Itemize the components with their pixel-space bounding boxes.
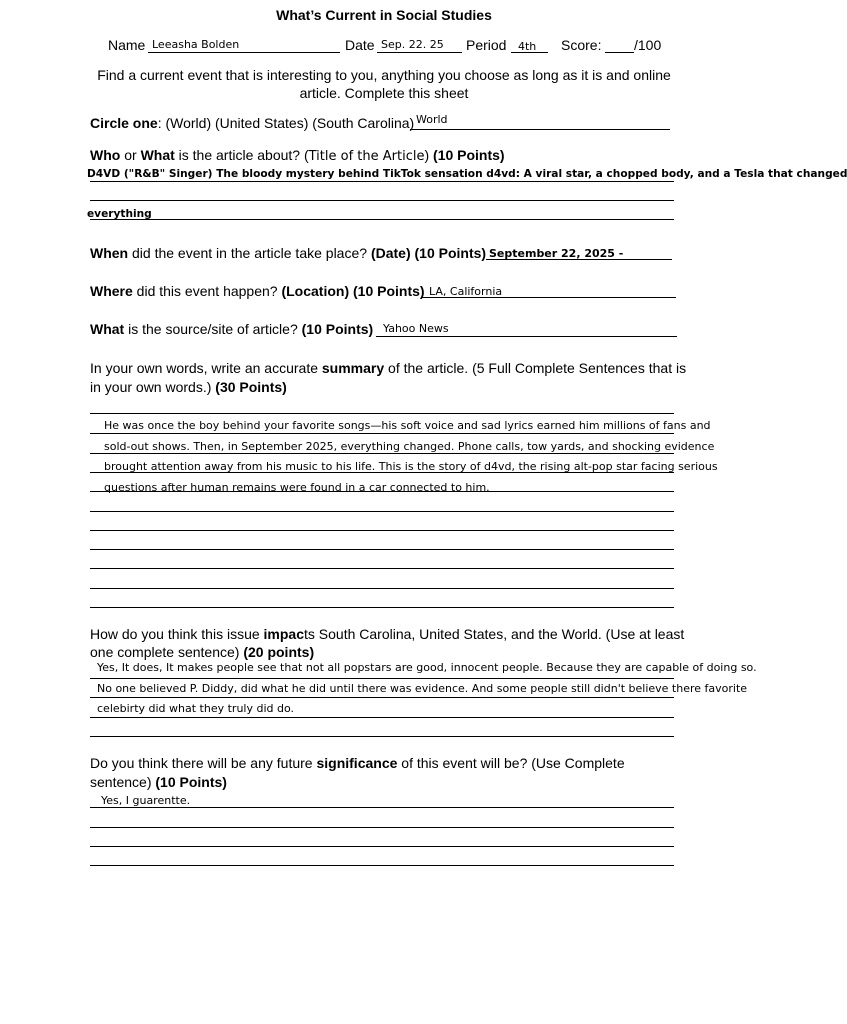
who-what-line-3 xyxy=(90,219,674,220)
date-field[interactable]: Sep. 22. 25 xyxy=(381,38,444,51)
who-what-question: Who or What is the article about? (Title of the Article) (10 Points) xyxy=(90,147,505,164)
name-underline xyxy=(148,52,340,53)
period-field[interactable]: 4th xyxy=(518,40,537,53)
impact-line xyxy=(90,678,674,679)
who-what-line-1 xyxy=(90,181,674,182)
source-question: What is the source/site of article? (10 Points) xyxy=(90,321,374,337)
circle-one-answer[interactable]: World xyxy=(416,113,448,126)
summary-answer-1[interactable]: He was once the boy behind your favorite songs—his soft voice and sad lyrics earned him millions of fans and xyxy=(104,419,711,432)
who-what-answer-2[interactable]: everything xyxy=(87,208,152,220)
score-underline xyxy=(605,52,634,53)
period-underline xyxy=(511,52,548,53)
summary-line xyxy=(90,568,674,569)
name-field[interactable]: Leeasha Bolden xyxy=(152,38,240,51)
summary-line xyxy=(90,588,674,589)
source-underline xyxy=(376,336,677,337)
intro-line-1: Find a current event that is interesting to you, anything you choose as long as it is and online xyxy=(97,67,671,83)
score-suffix: /100 xyxy=(634,37,662,53)
impact-answer-2[interactable]: No one believed P. Diddy, did what he did until there was evidence. And some people still didn't believe there favorite xyxy=(97,682,748,695)
significance-line xyxy=(90,865,674,866)
impact-question-1: How do you think this issue impacts South Carolina, United States, and the World. (Use at least xyxy=(90,626,685,642)
impact-line xyxy=(90,697,674,698)
summary-line xyxy=(90,453,674,454)
summary-line xyxy=(90,607,674,608)
significance-question-2: sentence) (10 Points) xyxy=(90,774,227,790)
where-question: Where did this event happen? (Location) (10 Points) xyxy=(90,283,425,299)
summary-answer-2[interactable]: sold-out shows. Then, in September 2025, everything changed. Phone calls, tow yards, and shocking evidence xyxy=(104,440,715,453)
intro-line-2: article. Complete this sheet xyxy=(299,85,469,101)
summary-answer-4[interactable]: questions after human remains were found in a car connected to him. xyxy=(104,481,490,494)
significance-line xyxy=(90,807,674,808)
score-label: Score: xyxy=(561,37,602,53)
summary-line xyxy=(90,413,674,414)
significance-answer[interactable]: Yes, I guarentte. xyxy=(101,794,191,807)
impact-question-2: one complete sentence) (20 points) xyxy=(90,644,315,660)
impact-answer-3[interactable]: celebirty did what they truly did do. xyxy=(97,702,295,715)
summary-question-1: In your own words, write an accurate summary of the article. (5 Full Complete Sentences that is xyxy=(90,360,687,376)
where-answer[interactable]: LA, California xyxy=(429,285,503,298)
summary-line xyxy=(90,472,674,473)
significance-question-1: Do you think there will be any future significance of this event will be? (Use Complete xyxy=(90,755,625,771)
when-answer[interactable]: September 22, 2025 - xyxy=(489,247,624,260)
name-label: Name xyxy=(108,37,146,53)
summary-answer-3[interactable]: brought attention away from his music to his life. This is the story of d4vd, the rising alt-pop star facing serious xyxy=(104,460,718,473)
when-question: When did the event in the article take place? (Date) (10 Points) xyxy=(90,245,487,261)
circle-one-underline xyxy=(410,129,670,130)
impact-answer-1[interactable]: Yes, It does, It makes people see that not all popstars are good, innocent people. Because they are capable of doing so. xyxy=(97,661,757,674)
significance-line xyxy=(90,846,674,847)
summary-question-2: in your own words.) (30 Points) xyxy=(90,379,287,395)
summary-line xyxy=(90,549,674,550)
date-label: Date xyxy=(345,37,375,53)
where-underline xyxy=(422,297,676,298)
impact-line xyxy=(90,736,674,737)
when-underline xyxy=(486,259,672,260)
significance-line xyxy=(90,827,674,828)
summary-line xyxy=(90,433,674,434)
impact-line xyxy=(90,717,674,718)
circle-one-question: Circle one: (World) (United States) (South Carolina) xyxy=(90,115,415,131)
source-answer[interactable]: Yahoo News xyxy=(383,322,449,335)
date-underline xyxy=(377,52,462,53)
summary-line xyxy=(90,491,674,492)
who-what-answer-1[interactable]: D4VD ("R&B" Singer) The bloody mystery behind TikTok sensation d4vd: A viral star, a chopped body, and a Tesla that changed xyxy=(87,168,847,180)
page-title: What’s Current in Social Studies xyxy=(276,7,492,23)
summary-line xyxy=(90,530,674,531)
who-what-line-2 xyxy=(90,200,674,201)
summary-line xyxy=(90,511,674,512)
period-label: Period xyxy=(466,37,507,53)
